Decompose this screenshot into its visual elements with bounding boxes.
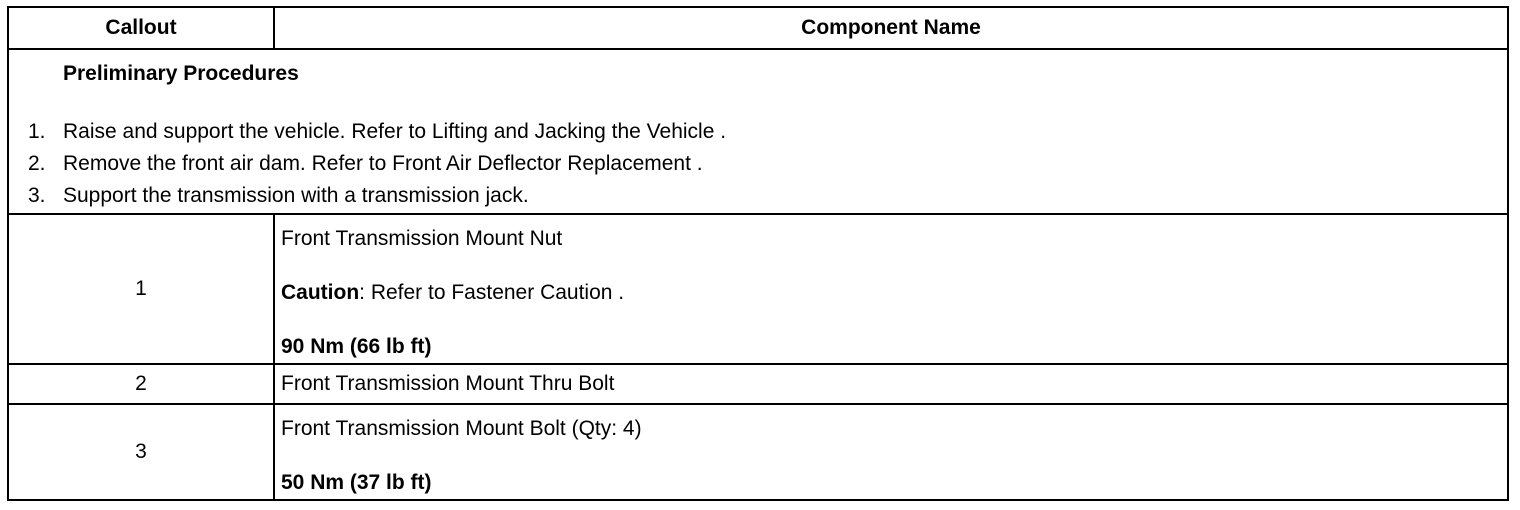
preliminary-steps bbox=[9, 116, 1507, 212]
caution-label: Caution bbox=[281, 281, 360, 304]
step-text: Raise and support the vehicle. Refer to Lifting and Jacking the Vehicle . bbox=[63, 120, 727, 143]
step-item bbox=[9, 116, 1507, 148]
component-name: Front Transmission Mount Nut bbox=[281, 227, 563, 250]
step-text: Support the transmission with a transmission jack. bbox=[63, 184, 529, 207]
step-text: Remove the front air dam. Refer to Front Air Deflector Replacement . bbox=[63, 152, 703, 175]
component-table bbox=[7, 6, 1509, 501]
caution-line bbox=[281, 279, 1507, 307]
step-item bbox=[9, 148, 1507, 180]
header-row bbox=[8, 7, 1508, 49]
component-name-header: Component Name bbox=[274, 7, 1508, 49]
torque-value: 90 Nm (66 lb ft) bbox=[281, 335, 432, 358]
callout-cell: 3 bbox=[8, 404, 274, 500]
component-name: Front Transmission Mount Thru Bolt bbox=[281, 372, 615, 395]
callout-header: Callout bbox=[8, 7, 274, 49]
torque-spec bbox=[281, 333, 1507, 361]
table-row bbox=[8, 214, 1508, 364]
callout-cell: 2 bbox=[8, 364, 274, 404]
component-name: Front Transmission Mount Bolt (Qty: 4) bbox=[281, 417, 642, 440]
callout-cell: 1 bbox=[8, 214, 274, 364]
step-item bbox=[9, 180, 1507, 212]
component-cell bbox=[274, 404, 1508, 500]
step-number: 1. bbox=[28, 120, 46, 143]
torque-spec bbox=[281, 469, 1507, 497]
step-number: 2. bbox=[28, 152, 46, 175]
torque-value: 50 Nm (37 lb ft) bbox=[281, 471, 432, 494]
preliminary-row bbox=[8, 49, 1508, 214]
component-cell bbox=[274, 364, 1508, 404]
preliminary-cell bbox=[8, 49, 1508, 214]
caution-text: : Refer to Fastener Caution . bbox=[359, 281, 625, 304]
preliminary-title: Preliminary Procedures bbox=[63, 62, 299, 85]
step-number: 3. bbox=[28, 184, 46, 207]
table-row bbox=[8, 364, 1508, 404]
table-row bbox=[8, 404, 1508, 500]
component-cell bbox=[274, 214, 1508, 364]
